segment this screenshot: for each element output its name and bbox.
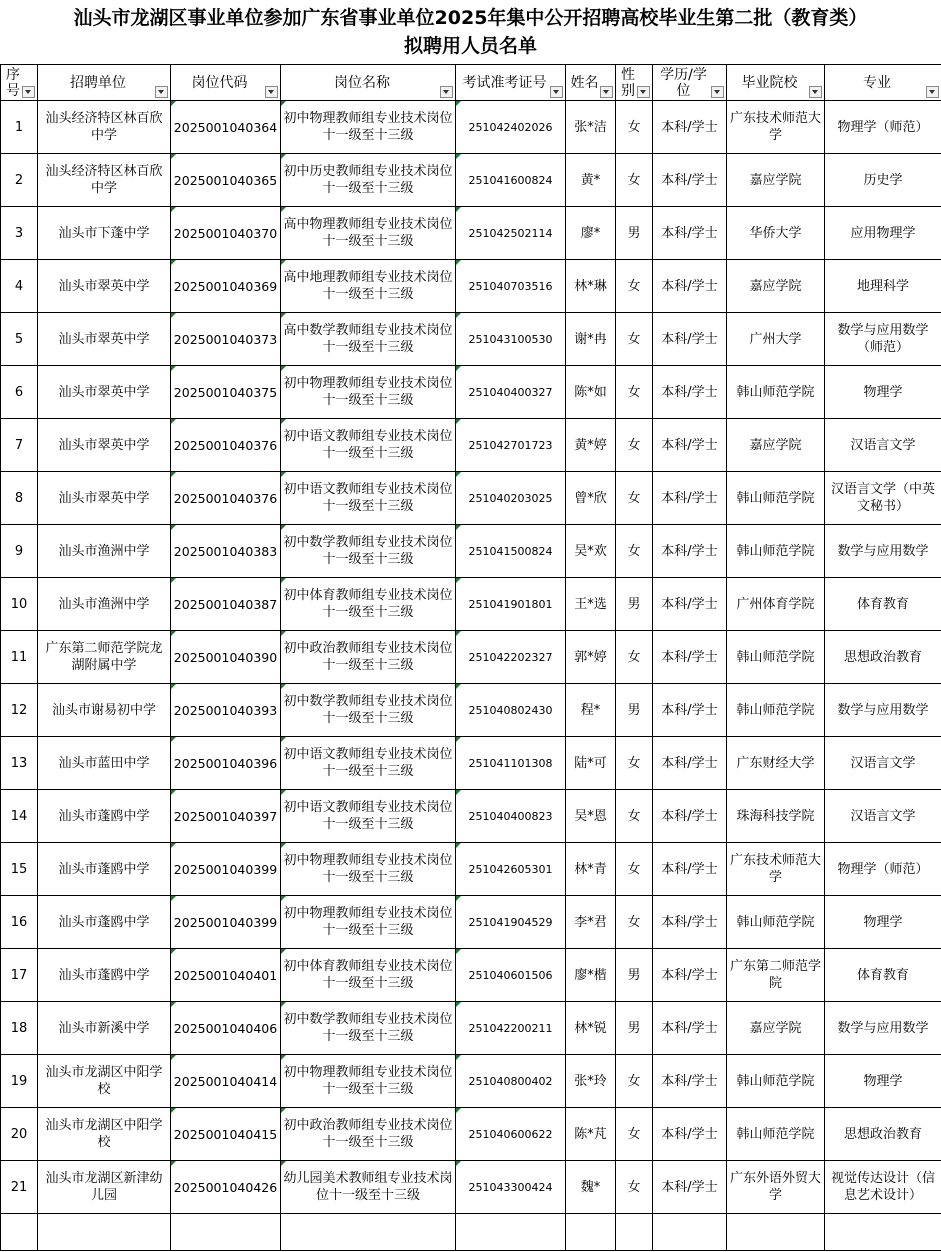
table-row (1, 1161, 941, 1214)
empty-cell[interactable] (38, 1214, 171, 1251)
cell-exam-no[interactable]: 251042402026 (456, 101, 566, 154)
header-seq: 序号 (1, 65, 38, 101)
cell-exam-no[interactable]: 251040703516 (456, 260, 566, 313)
cell-edu[interactable]: 本科/学士 (653, 207, 727, 260)
cell-gender[interactable]: 女 (616, 472, 653, 525)
cell-seq[interactable]: 8 (1, 472, 38, 525)
cell-unit[interactable]: 汕头市蓝田中学 (38, 737, 171, 790)
cell-seq[interactable]: 6 (1, 366, 38, 419)
cell-gender[interactable]: 女 (616, 313, 653, 366)
cell-unit[interactable]: 汕头市蓬鸥中学 (38, 896, 171, 949)
cell-post-code[interactable]: 2025001040401 (171, 949, 281, 1002)
header-gender: 性别 (616, 65, 653, 101)
cell-post-code[interactable]: 2025001040387 (171, 578, 281, 631)
cell-edu[interactable]: 本科/学士 (653, 313, 727, 366)
cell-edu[interactable]: 本科/学士 (653, 631, 727, 684)
cell-post-name[interactable]: 高中数学教师组专业技术岗位十一级至十三级 (281, 313, 456, 366)
cell-school[interactable]: 韩山师范学院 (727, 1055, 825, 1108)
cell-unit[interactable]: 汕头市下蓬中学 (38, 207, 171, 260)
cell-post-code[interactable]: 2025001040399 (171, 843, 281, 896)
cell-post-name[interactable]: 初中数学教师组专业技术岗位十一级至十三级 (281, 1002, 456, 1055)
cell-post-name[interactable]: 初中体育教师组专业技术岗位十一级至十三级 (281, 949, 456, 1002)
cell-exam-no[interactable]: 251040203025 (456, 472, 566, 525)
cell-post-code[interactable]: 2025001040383 (171, 525, 281, 578)
filter-dropdown-icon[interactable] (22, 86, 35, 98)
filter-dropdown-icon[interactable] (600, 86, 613, 98)
cell-school[interactable]: 广东技术师范大学 (727, 101, 825, 154)
cell-seq[interactable]: 16 (1, 896, 38, 949)
cell-major[interactable]: 思想政治教育 (825, 1108, 941, 1161)
cell-name[interactable]: 林*青 (566, 843, 616, 896)
table-row (1, 790, 941, 843)
cell-school[interactable]: 嘉应学院 (727, 154, 825, 207)
header-unit: 招聘单位 (38, 65, 171, 101)
cell-major[interactable]: 物理学（师范） (825, 101, 941, 154)
empty-cell[interactable] (566, 1214, 616, 1251)
cell-seq[interactable]: 18 (1, 1002, 38, 1055)
cell-seq[interactable]: 13 (1, 737, 38, 790)
cell-post-code[interactable]: 2025001040369 (171, 260, 281, 313)
cell-gender[interactable]: 女 (616, 154, 653, 207)
cell-gender[interactable]: 女 (616, 843, 653, 896)
cell-exam-no[interactable]: 251040601506 (456, 949, 566, 1002)
cell-seq[interactable]: 19 (1, 1055, 38, 1108)
cell-exam-no[interactable]: 251040600622 (456, 1108, 566, 1161)
cell-edu[interactable]: 本科/学士 (653, 154, 727, 207)
cell-exam-no[interactable]: 251041901801 (456, 578, 566, 631)
cell-school[interactable]: 韩山师范学院 (727, 1108, 825, 1161)
cell-exam-no[interactable]: 251041101308 (456, 737, 566, 790)
cell-school[interactable]: 广州体育学院 (727, 578, 825, 631)
cell-name[interactable]: 林*锐 (566, 1002, 616, 1055)
cell-edu[interactable]: 本科/学士 (653, 101, 727, 154)
cell-unit[interactable]: 汕头市翠英中学 (38, 313, 171, 366)
cell-seq[interactable]: 2 (1, 154, 38, 207)
cell-gender[interactable]: 女 (616, 101, 653, 154)
cell-school[interactable]: 广州大学 (727, 313, 825, 366)
cell-school[interactable]: 韩山师范学院 (727, 525, 825, 578)
cell-major[interactable]: 体育教育 (825, 949, 941, 1002)
cell-gender[interactable]: 女 (616, 525, 653, 578)
cell-post-code[interactable]: 2025001040375 (171, 366, 281, 419)
cell-edu[interactable]: 本科/学士 (653, 1055, 727, 1108)
cell-major[interactable]: 数学与应用数学（师范） (825, 313, 941, 366)
cell-major[interactable]: 体育教育 (825, 578, 941, 631)
cell-seq[interactable]: 1 (1, 101, 38, 154)
cell-post-code[interactable]: 2025001040396 (171, 737, 281, 790)
cell-edu[interactable]: 本科/学士 (653, 843, 727, 896)
cell-exam-no[interactable]: 251042202327 (456, 631, 566, 684)
cell-unit[interactable]: 汕头市龙湖区中阳学校 (38, 1108, 171, 1161)
filter-dropdown-icon[interactable] (926, 86, 939, 98)
empty-row (1, 1214, 941, 1251)
header-row (1, 65, 941, 101)
cell-school[interactable]: 嘉应学院 (727, 1002, 825, 1055)
header-name: 姓名 (566, 65, 616, 101)
cell-gender[interactable]: 男 (616, 1002, 653, 1055)
cell-seq[interactable]: 20 (1, 1108, 38, 1161)
cell-post-code[interactable]: 2025001040390 (171, 631, 281, 684)
cell-name[interactable]: 林*琳 (566, 260, 616, 313)
cell-seq[interactable]: 14 (1, 790, 38, 843)
cell-major[interactable]: 物理学 (825, 366, 941, 419)
cell-name[interactable]: 陆*可 (566, 737, 616, 790)
empty-cell[interactable] (825, 1214, 941, 1251)
empty-cell[interactable] (727, 1214, 825, 1251)
cell-seq[interactable]: 10 (1, 578, 38, 631)
header-post-name: 岗位名称 (281, 65, 456, 101)
filter-dropdown-icon[interactable] (637, 86, 650, 98)
cell-post-name[interactable]: 初中历史教师组专业技术岗位十一级至十三级 (281, 154, 456, 207)
filter-dropdown-icon[interactable] (711, 86, 724, 98)
cell-name[interactable]: 吴*恩 (566, 790, 616, 843)
table-row (1, 578, 941, 631)
cell-school[interactable]: 韩山师范学院 (727, 631, 825, 684)
empty-cell[interactable] (616, 1214, 653, 1251)
cell-post-name[interactable]: 初中语文教师组专业技术岗位十一级至十三级 (281, 790, 456, 843)
cell-post-code[interactable]: 2025001040414 (171, 1055, 281, 1108)
cell-post-name[interactable]: 初中政治教师组专业技术岗位十一级至十三级 (281, 631, 456, 684)
cell-name[interactable]: 郭*婷 (566, 631, 616, 684)
filter-dropdown-icon[interactable] (265, 86, 278, 98)
cell-unit[interactable]: 汕头市谢易初中学 (38, 684, 171, 737)
cell-unit[interactable]: 汕头市渔洲中学 (38, 525, 171, 578)
cell-school[interactable]: 华侨大学 (727, 207, 825, 260)
cell-edu[interactable]: 本科/学士 (653, 1161, 727, 1214)
cell-seq[interactable]: 3 (1, 207, 38, 260)
cell-gender[interactable]: 女 (616, 896, 653, 949)
cell-unit[interactable]: 汕头市龙湖区中阳学校 (38, 1055, 171, 1108)
cell-post-code[interactable]: 2025001040364 (171, 101, 281, 154)
table-row (1, 366, 941, 419)
cell-school[interactable]: 韩山师范学院 (727, 472, 825, 525)
cell-edu[interactable]: 本科/学士 (653, 1108, 727, 1161)
header-school: 毕业院校 (727, 65, 825, 101)
cell-exam-no[interactable]: 251043100530 (456, 313, 566, 366)
cell-unit[interactable]: 汕头市蓬鸥中学 (38, 949, 171, 1002)
cell-post-name[interactable]: 初中物理教师组专业技术岗位十一级至十三级 (281, 843, 456, 896)
table-row (1, 631, 941, 684)
cell-major[interactable]: 数学与应用数学 (825, 684, 941, 737)
empty-cell[interactable] (281, 1214, 456, 1251)
empty-cell[interactable] (171, 1214, 281, 1251)
cell-seq[interactable]: 11 (1, 631, 38, 684)
title-line-2: 拟聘用人员名单 (403, 35, 537, 57)
cell-gender[interactable]: 女 (616, 419, 653, 472)
header-edu: 学历/学位 (653, 65, 727, 101)
cell-school[interactable]: 嘉应学院 (727, 260, 825, 313)
cell-school[interactable]: 广东财经大学 (727, 737, 825, 790)
cell-gender[interactable]: 女 (616, 631, 653, 684)
cell-school[interactable]: 韩山师范学院 (727, 896, 825, 949)
cell-school[interactable]: 广东技术师范大学 (727, 843, 825, 896)
cell-edu[interactable]: 本科/学士 (653, 419, 727, 472)
cell-unit[interactable]: 汕头市渔洲中学 (38, 578, 171, 631)
cell-major[interactable]: 地理科学 (825, 260, 941, 313)
table-row (1, 313, 941, 366)
cell-seq[interactable]: 15 (1, 843, 38, 896)
cell-exam-no[interactable]: 251042701723 (456, 419, 566, 472)
cell-unit[interactable]: 汕头市蓬鸥中学 (38, 790, 171, 843)
cell-major[interactable]: 物理学（师范） (825, 843, 941, 896)
cell-seq[interactable]: 4 (1, 260, 38, 313)
document-title (0, 0, 941, 64)
cell-name[interactable]: 曾*欣 (566, 472, 616, 525)
cell-post-name[interactable]: 初中物理教师组专业技术岗位十一级至十三级 (281, 366, 456, 419)
cell-name[interactable]: 黄* (566, 154, 616, 207)
cell-gender[interactable]: 女 (616, 1161, 653, 1214)
cell-unit[interactable]: 汕头经济特区林百欣中学 (38, 154, 171, 207)
cell-exam-no[interactable]: 251041600824 (456, 154, 566, 207)
cell-edu[interactable]: 本科/学士 (653, 525, 727, 578)
cell-post-name[interactable]: 初中数学教师组专业技术岗位十一级至十三级 (281, 525, 456, 578)
cell-seq[interactable]: 17 (1, 949, 38, 1002)
cell-unit[interactable]: 汕头市翠英中学 (38, 472, 171, 525)
header-major: 专业 (825, 65, 941, 101)
cell-edu[interactable]: 本科/学士 (653, 684, 727, 737)
cell-name[interactable]: 王*选 (566, 578, 616, 631)
cell-post-code[interactable]: 2025001040365 (171, 154, 281, 207)
table-row (1, 260, 941, 313)
cell-exam-no[interactable]: 251041500824 (456, 525, 566, 578)
cell-gender[interactable]: 女 (616, 1055, 653, 1108)
empty-cell[interactable] (653, 1214, 727, 1251)
cell-post-code[interactable]: 2025001040426 (171, 1161, 281, 1214)
table-row (1, 419, 941, 472)
cell-major[interactable]: 应用物理学 (825, 207, 941, 260)
cell-name[interactable]: 张*洁 (566, 101, 616, 154)
cell-name[interactable]: 魏* (566, 1161, 616, 1214)
cell-post-name[interactable]: 幼儿园美术教师组专业技术岗位十一级至十三级 (281, 1161, 456, 1214)
cell-edu[interactable]: 本科/学士 (653, 578, 727, 631)
empty-cell[interactable] (1, 1214, 38, 1251)
filter-dropdown-icon[interactable] (155, 86, 168, 98)
filter-dropdown-icon[interactable] (809, 86, 822, 98)
cell-major[interactable]: 数学与应用数学 (825, 1002, 941, 1055)
table-body (1, 101, 941, 1251)
cell-edu[interactable]: 本科/学士 (653, 1002, 727, 1055)
candidate-table (0, 64, 941, 1251)
cell-major[interactable]: 汉语言文学 (825, 737, 941, 790)
cell-gender[interactable]: 女 (616, 1108, 653, 1161)
cell-post-code[interactable]: 2025001040393 (171, 684, 281, 737)
cell-unit[interactable]: 汕头市蓬鸥中学 (38, 843, 171, 896)
cell-major[interactable]: 数学与应用数学 (825, 525, 941, 578)
cell-gender[interactable]: 女 (616, 790, 653, 843)
table-row (1, 737, 941, 790)
cell-post-code[interactable]: 2025001040415 (171, 1108, 281, 1161)
title-line-1: 汕头市龙湖区事业单位参加广东省事业单位2025年集中公开招聘高校毕业生第二批（教育类） (73, 7, 868, 29)
cell-gender[interactable]: 男 (616, 949, 653, 1002)
cell-gender[interactable]: 女 (616, 260, 653, 313)
cell-school[interactable]: 广东第二师范学院 (727, 949, 825, 1002)
cell-exam-no[interactable]: 251042605301 (456, 843, 566, 896)
cell-post-name[interactable]: 初中语文教师组专业技术岗位十一级至十三级 (281, 419, 456, 472)
cell-post-name[interactable]: 初中物理教师组专业技术岗位十一级至十三级 (281, 1055, 456, 1108)
cell-major[interactable]: 汉语言文学（中英文秘书） (825, 472, 941, 525)
cell-seq[interactable]: 5 (1, 313, 38, 366)
cell-post-code[interactable]: 2025001040370 (171, 207, 281, 260)
cell-post-name[interactable]: 初中数学教师组专业技术岗位十一级至十三级 (281, 684, 456, 737)
cell-edu[interactable]: 本科/学士 (653, 790, 727, 843)
cell-gender[interactable]: 男 (616, 684, 653, 737)
cell-exam-no[interactable]: 251041904529 (456, 896, 566, 949)
cell-post-code[interactable]: 2025001040406 (171, 1002, 281, 1055)
cell-unit[interactable]: 汕头市新溪中学 (38, 1002, 171, 1055)
cell-post-code[interactable]: 2025001040376 (171, 419, 281, 472)
cell-school[interactable]: 韩山师范学院 (727, 366, 825, 419)
cell-unit[interactable]: 汕头市翠英中学 (38, 419, 171, 472)
cell-edu[interactable]: 本科/学士 (653, 949, 727, 1002)
cell-gender[interactable]: 女 (616, 737, 653, 790)
cell-exam-no[interactable]: 251042200211 (456, 1002, 566, 1055)
cell-school[interactable]: 广东外语外贸大学 (727, 1161, 825, 1214)
table-row (1, 101, 941, 154)
table-row (1, 1108, 941, 1161)
cell-major[interactable]: 思想政治教育 (825, 631, 941, 684)
cell-post-code[interactable]: 2025001040376 (171, 472, 281, 525)
cell-post-name[interactable]: 初中语文教师组专业技术岗位十一级至十三级 (281, 737, 456, 790)
table-row (1, 207, 941, 260)
cell-exam-no[interactable]: 251040800402 (456, 1055, 566, 1108)
cell-post-name[interactable]: 初中语文教师组专业技术岗位十一级至十三级 (281, 472, 456, 525)
cell-seq[interactable]: 7 (1, 419, 38, 472)
cell-exam-no[interactable]: 251040802430 (456, 684, 566, 737)
table-row (1, 472, 941, 525)
table-row (1, 154, 941, 207)
cell-edu[interactable]: 本科/学士 (653, 366, 727, 419)
cell-unit[interactable]: 汕头市翠英中学 (38, 366, 171, 419)
cell-exam-no[interactable]: 251043300424 (456, 1161, 566, 1214)
cell-school[interactable]: 韩山师范学院 (727, 684, 825, 737)
cell-name[interactable]: 李*君 (566, 896, 616, 949)
cell-name[interactable]: 张*玲 (566, 1055, 616, 1108)
table-row (1, 684, 941, 737)
cell-name[interactable]: 吴*欢 (566, 525, 616, 578)
cell-major[interactable]: 物理学 (825, 1055, 941, 1108)
cell-exam-no[interactable]: 251040400823 (456, 790, 566, 843)
cell-post-code[interactable]: 2025001040399 (171, 896, 281, 949)
cell-post-name[interactable]: 高中地理教师组专业技术岗位十一级至十三级 (281, 260, 456, 313)
cell-major[interactable]: 历史学 (825, 154, 941, 207)
header-post-code: 岗位代码 (171, 65, 281, 101)
cell-school[interactable]: 嘉应学院 (727, 419, 825, 472)
cell-post-name[interactable]: 初中体育教师组专业技术岗位十一级至十三级 (281, 578, 456, 631)
cell-post-name[interactable]: 高中物理教师组专业技术岗位十一级至十三级 (281, 207, 456, 260)
cell-name[interactable]: 谢*冉 (566, 313, 616, 366)
cell-name[interactable]: 黄*婷 (566, 419, 616, 472)
cell-seq[interactable]: 9 (1, 525, 38, 578)
cell-edu[interactable]: 本科/学士 (653, 737, 727, 790)
table-row (1, 1055, 941, 1108)
cell-seq[interactable]: 21 (1, 1161, 38, 1214)
cell-name[interactable]: 陈*如 (566, 366, 616, 419)
cell-name[interactable]: 廖*楷 (566, 949, 616, 1002)
filter-dropdown-icon[interactable] (550, 86, 563, 98)
filter-dropdown-icon[interactable] (440, 86, 453, 98)
header-exam-no: 考试准考证号 (456, 65, 566, 101)
cell-major[interactable]: 汉语言文学 (825, 419, 941, 472)
cell-major[interactable]: 汉语言文学 (825, 790, 941, 843)
cell-post-code[interactable]: 2025001040373 (171, 313, 281, 366)
cell-unit[interactable]: 汕头市翠英中学 (38, 260, 171, 313)
cell-gender[interactable]: 女 (616, 366, 653, 419)
cell-school[interactable]: 珠海科技学院 (727, 790, 825, 843)
table-row (1, 949, 941, 1002)
cell-exam-no[interactable]: 251042502114 (456, 207, 566, 260)
cell-name[interactable]: 程* (566, 684, 616, 737)
cell-gender[interactable]: 男 (616, 207, 653, 260)
cell-post-name[interactable]: 初中物理教师组专业技术岗位十一级至十三级 (281, 896, 456, 949)
cell-post-code[interactable]: 2025001040397 (171, 790, 281, 843)
table-row (1, 896, 941, 949)
table-row (1, 843, 941, 896)
cell-name[interactable]: 陈*芃 (566, 1108, 616, 1161)
cell-name[interactable]: 廖* (566, 207, 616, 260)
table-row (1, 1002, 941, 1055)
cell-seq[interactable]: 12 (1, 684, 38, 737)
table-row (1, 525, 941, 578)
cell-unit[interactable]: 广东第二师范学院龙湖附属中学 (38, 631, 171, 684)
cell-edu[interactable]: 本科/学士 (653, 896, 727, 949)
cell-unit[interactable]: 汕头经济特区林百欣中学 (38, 101, 171, 154)
cell-edu[interactable]: 本科/学士 (653, 260, 727, 313)
cell-post-name[interactable]: 初中政治教师组专业技术岗位十一级至十三级 (281, 1108, 456, 1161)
cell-gender[interactable]: 男 (616, 578, 653, 631)
cell-unit[interactable]: 汕头市龙湖区新津幼儿园 (38, 1161, 171, 1214)
empty-cell[interactable] (456, 1214, 566, 1251)
cell-exam-no[interactable]: 251040400327 (456, 366, 566, 419)
cell-edu[interactable]: 本科/学士 (653, 472, 727, 525)
cell-post-name[interactable]: 初中物理教师组专业技术岗位十一级至十三级 (281, 101, 456, 154)
cell-major[interactable]: 视觉传达设计（信息艺术设计） (825, 1161, 941, 1214)
cell-major[interactable]: 物理学 (825, 896, 941, 949)
